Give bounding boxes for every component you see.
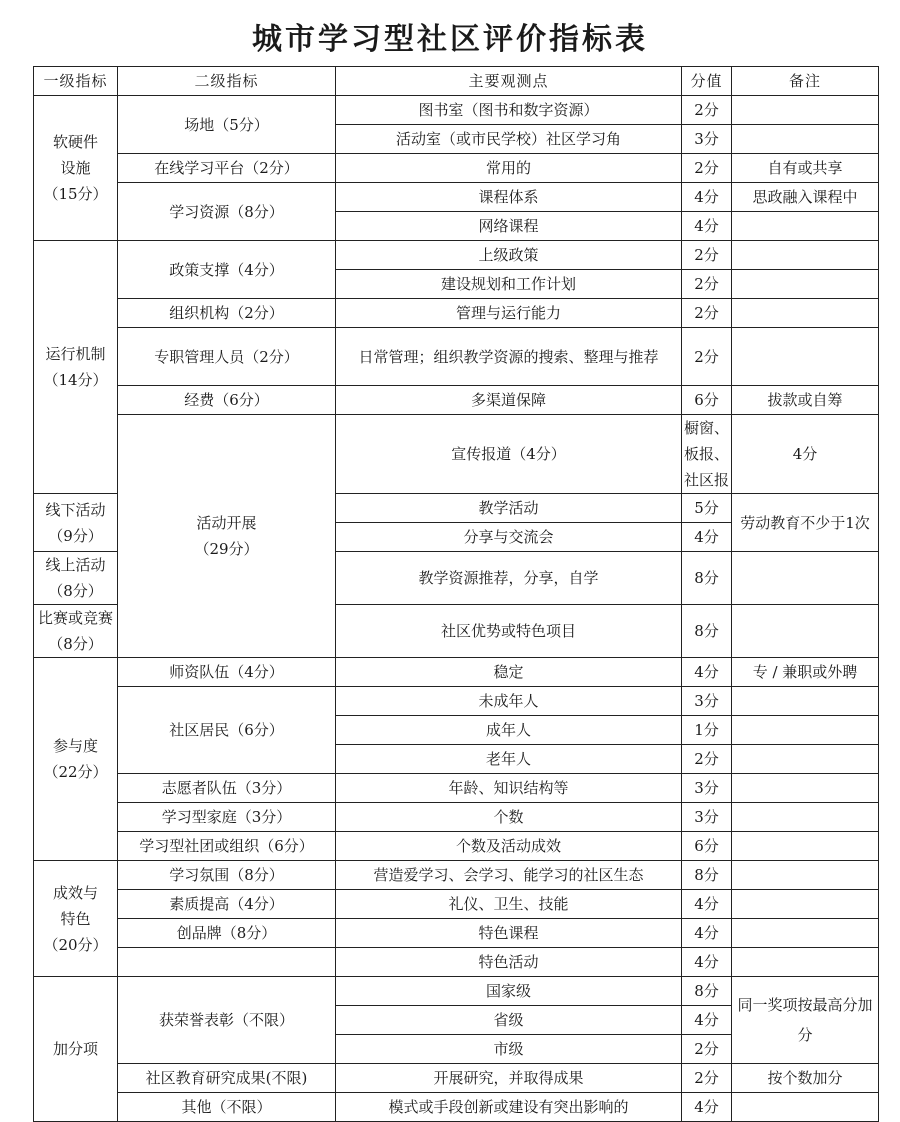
score-cell: 2分: [682, 1035, 732, 1064]
score-cell: 4分: [682, 523, 732, 552]
score-cell: 3分: [682, 125, 732, 154]
score-cell: 4分: [682, 890, 732, 919]
level2-cell: 宣传报道（4分）: [336, 415, 682, 494]
score-cell: 4分: [682, 1006, 732, 1035]
note-cell: [732, 552, 879, 605]
score-cell: 4分: [682, 212, 732, 241]
level2-cell: 学习型社团或组织（6分）: [118, 832, 336, 861]
level2-cell: 创品牌（8分）: [118, 919, 336, 948]
score-cell: 2分: [682, 328, 732, 386]
level1-score: （14分）: [43, 371, 108, 389]
table-row: [34, 241, 879, 270]
score-cell: 4分: [682, 1093, 732, 1122]
level2-cell: 专职管理人员（2分）: [118, 328, 336, 386]
observation-cell: 成年人: [336, 716, 682, 745]
observation-cell: 模式或手段创新或建设有突出影响的: [336, 1093, 682, 1122]
score-cell: 6分: [682, 386, 732, 415]
table-row: [34, 890, 879, 919]
observation-cell: 上级政策: [336, 241, 682, 270]
table-row: [34, 96, 879, 125]
score-cell: 1分: [682, 716, 732, 745]
note-cell: 同一奖项按最高分加分: [732, 977, 879, 1064]
level1-cell: [34, 96, 118, 241]
level2-cell: 政策支撑（4分）: [118, 241, 336, 299]
level2-cell: 师资队伍（4分）: [118, 658, 336, 687]
table-row: [34, 687, 879, 716]
table-row: [34, 1093, 879, 1122]
observation-cell: 多渠道保障: [336, 386, 682, 415]
score-cell: 2分: [682, 96, 732, 125]
table-row: [34, 1064, 879, 1093]
note-cell: 专 / 兼职或外聘: [732, 658, 879, 687]
level2-cell: 志愿者队伍（3分）: [118, 774, 336, 803]
score-cell: 4分: [682, 183, 732, 212]
table-row: [34, 328, 879, 386]
note-cell: 思政融入课程中: [732, 183, 879, 212]
observation-cell: 营造爱学习、会学习、能学习的社区生态: [336, 861, 682, 890]
level2-cell: 社区教育研究成果(不限): [118, 1064, 336, 1093]
level1-cell: [118, 415, 336, 658]
note-cell: [732, 125, 879, 154]
note-cell: [732, 605, 879, 658]
level1-label: 设施: [60, 159, 91, 177]
observation-cell: 分享与交流会: [336, 523, 682, 552]
table-row: [34, 977, 879, 1006]
level2-cell: 比赛或竞赛（8分）: [34, 605, 118, 658]
observation-cell: 省级: [336, 1006, 682, 1035]
header-note: 备注: [732, 67, 879, 96]
table-row: [34, 386, 879, 415]
observation-cell: 活动室（或市民学校）社区学习角: [336, 125, 682, 154]
level2-cell: 获荣誉表彰（不限）: [118, 977, 336, 1064]
score-cell: 8分: [682, 605, 732, 658]
table-row: [34, 803, 879, 832]
score-cell: 4分: [732, 415, 879, 494]
header-score: 分值: [682, 67, 732, 96]
observation-cell: 个数: [336, 803, 682, 832]
observation-cell: 课程体系: [336, 183, 682, 212]
note-cell: [732, 745, 879, 774]
table-row: [34, 861, 879, 890]
level2-cell: 在线学习平台（2分）: [118, 154, 336, 183]
level1-score: （15分）: [43, 185, 108, 203]
score-cell: 2分: [682, 299, 732, 328]
level2-cell: [118, 948, 336, 977]
observation-cell: 年龄、知识结构等: [336, 774, 682, 803]
score-cell: 4分: [682, 919, 732, 948]
note-cell: [732, 299, 879, 328]
table-row: [34, 919, 879, 948]
observation-cell: 市级: [336, 1035, 682, 1064]
score-cell: 2分: [682, 154, 732, 183]
note-cell: [732, 1093, 879, 1122]
score-cell: 2分: [682, 270, 732, 299]
note-cell: [732, 774, 879, 803]
observation-cell: 教学资源推荐，分享，自学: [336, 552, 682, 605]
observation-cell: 稳定: [336, 658, 682, 687]
observation-cell: 特色课程: [336, 919, 682, 948]
level1-score: （20分）: [43, 935, 108, 954]
note-cell: 劳动教育不少于1次: [732, 494, 879, 552]
level1-label: 运行机制: [45, 345, 106, 363]
level1-cell: [34, 241, 118, 494]
level1-label: 特色: [60, 909, 91, 928]
observation-cell: 特色活动: [336, 948, 682, 977]
observation-cell: 礼仪、卫生、技能: [336, 890, 682, 919]
note-cell: 自有或共享: [732, 154, 879, 183]
score-cell: 8分: [682, 861, 732, 890]
header-level2: 二级指标: [118, 67, 336, 96]
level2-cell: 学习资源（8分）: [118, 183, 336, 241]
note-cell: [732, 687, 879, 716]
table-row: [34, 658, 879, 687]
score-cell: 8分: [682, 552, 732, 605]
observation-cell: 国家级: [336, 977, 682, 1006]
score-cell: 6分: [682, 832, 732, 861]
table-row: [34, 299, 879, 328]
note-cell: 按个数加分: [732, 1064, 879, 1093]
observation-cell: 管理与运行能力: [336, 299, 682, 328]
observation-cell: 建设规划和工作计划: [336, 270, 682, 299]
observation-cell: 老年人: [336, 745, 682, 774]
observation-cell: 社区优势或特色项目: [336, 605, 682, 658]
level1-label: 参与度: [52, 737, 98, 755]
note-cell: [732, 861, 879, 890]
table-header-row: [34, 67, 879, 96]
score-cell: 3分: [682, 687, 732, 716]
header-level1: 一级指标: [34, 67, 118, 96]
level2-cell: 组织机构（2分）: [118, 299, 336, 328]
level2-cell: 其他（不限）: [118, 1093, 336, 1122]
page-title: 城市学习型社区评价指标表: [252, 22, 648, 57]
observation-cell: 常用的: [336, 154, 682, 183]
table-row: [34, 183, 879, 212]
observation-cell: 个数及活动成效: [336, 832, 682, 861]
level2-cell: 学习氛围（8分）: [118, 861, 336, 890]
table-row: [34, 154, 879, 183]
evaluation-table: [33, 66, 879, 1122]
score-cell: 3分: [682, 774, 732, 803]
score-cell: 4分: [682, 948, 732, 977]
level2-cell: 场地（5分）: [118, 96, 336, 154]
level1-label: 加分项: [52, 1040, 98, 1058]
level2-cell: 线下活动（9分）: [34, 494, 118, 552]
note-cell: [732, 948, 879, 977]
observation-cell: 网络课程: [336, 212, 682, 241]
level2-cell: 素质提高（4分）: [118, 890, 336, 919]
level1-cell: [34, 658, 118, 861]
score-cell: 3分: [682, 803, 732, 832]
observation-cell: 橱窗、板报、社区报: [682, 415, 732, 494]
table-row: [34, 415, 879, 494]
note-cell: [732, 96, 879, 125]
score-cell: 8分: [682, 977, 732, 1006]
level2-cell: 经费（6分）: [118, 386, 336, 415]
level1-score: （29分）: [194, 540, 259, 558]
note-cell: [732, 803, 879, 832]
table-row: [34, 948, 879, 977]
level1-label: 软硬件: [52, 133, 98, 151]
level2-cell: 线上活动（8分）: [34, 552, 118, 605]
note-cell: [732, 716, 879, 745]
table-row: [34, 832, 879, 861]
level2-cell: 社区居民（6分）: [118, 687, 336, 774]
observation-cell: 日常管理；组织教学资源的搜索、整理与推荐: [336, 328, 682, 386]
level2-cell: 学习型家庭（3分）: [118, 803, 336, 832]
observation-cell: 未成年人: [336, 687, 682, 716]
note-cell: [732, 212, 879, 241]
note-cell: [732, 328, 879, 386]
observation-cell: 开展研究，并取得成果: [336, 1064, 682, 1093]
level1-cell: [34, 977, 118, 1122]
observation-cell: 图书室（图书和数字资源）: [336, 96, 682, 125]
header-observation: 主要观测点: [336, 67, 682, 96]
note-cell: [732, 241, 879, 270]
note-cell: [732, 270, 879, 299]
level1-label: 活动开展: [196, 514, 257, 532]
note-cell: [732, 832, 879, 861]
score-cell: 2分: [682, 241, 732, 270]
score-cell: 4分: [682, 658, 732, 687]
level1-cell: [34, 861, 118, 977]
level1-score: （22分）: [43, 763, 108, 781]
level1-label: 成效与: [52, 883, 98, 902]
score-cell: 2分: [682, 1064, 732, 1093]
note-cell: 拔款或自筹: [732, 386, 879, 415]
table-row: [34, 774, 879, 803]
observation-cell: 教学活动: [336, 494, 682, 523]
note-cell: [732, 890, 879, 919]
score-cell: 5分: [682, 494, 732, 523]
note-cell: [732, 919, 879, 948]
score-cell: 2分: [682, 745, 732, 774]
